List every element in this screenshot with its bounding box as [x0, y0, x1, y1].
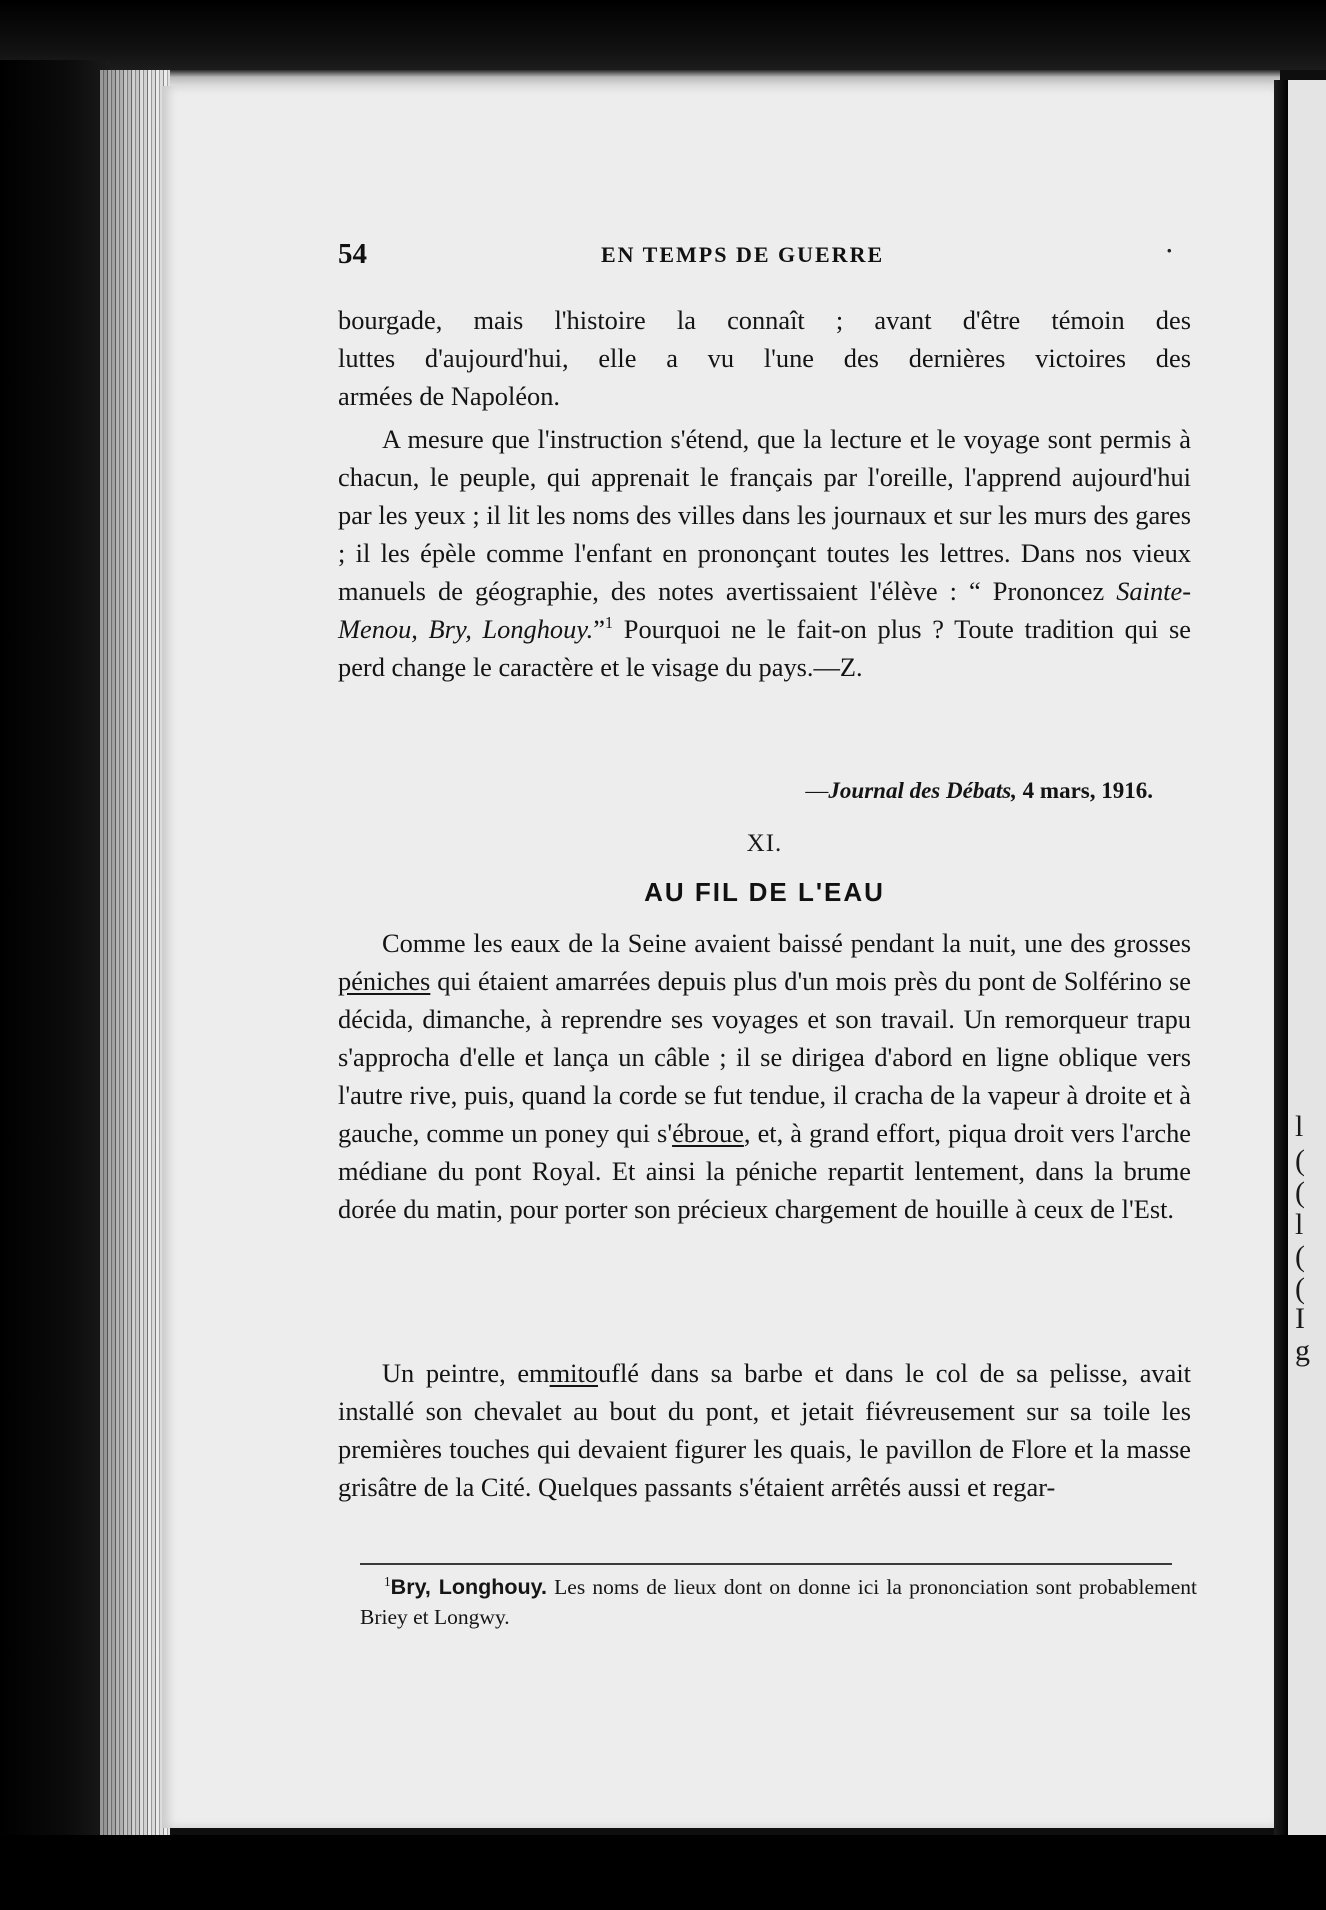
underlined-word: péniches — [338, 966, 431, 996]
page-number: 54 — [338, 238, 367, 270]
paragraph-text: Un peintre, em — [382, 1358, 550, 1388]
source-citation — [338, 776, 1153, 806]
footnote-marker: 1 — [384, 1573, 391, 1589]
page-edges-stack — [100, 70, 170, 1840]
paragraph-line: bourgade, mais l'histoire la connaît ; avant d'être témoin des — [338, 305, 1191, 335]
paragraph-line: luttes d'aujourd'hui, elle a vu l'une des dernières victoires des — [338, 343, 1191, 373]
facing-page-fragment: ( — [1295, 1144, 1305, 1177]
paragraph-text: uflé dans sa barbe et dans le col de sa pelisse, avait installé son chevalet au bout du pont, et jetait fiévreusement sur sa toile les premières touches qui devaient figurer les quais, le pavillon de Flore et la masse grisâtre de la Cité. Quelques passants s'étaient arrêtés aussi et regar- — [338, 1358, 1191, 1502]
paragraph-text: , et, à grand effort, piqua droit vers l'arche médiane du pont Royal. Et ainsi la péniche repartit lentement, dans la brume dorée du matin, pour porter son précieux chargement de houille à ceux de l'Est. — [338, 1118, 1192, 1224]
facing-page-fragment: ( — [1295, 1176, 1305, 1209]
facing-page-fragment: l — [1295, 1208, 1304, 1241]
header-mark: · — [1165, 238, 1173, 263]
underlined-word: mito — [549, 1358, 598, 1388]
facing-page-edge — [1288, 80, 1326, 1840]
facing-page-fragment: I — [1295, 1302, 1305, 1335]
closing-quote: ” — [593, 614, 605, 644]
scan-border-top — [0, 0, 1326, 70]
book-gutter — [1274, 80, 1288, 1840]
footnote — [360, 1572, 1197, 1632]
paragraph-text: Pourquoi ne le fait-on plus ? Toute tradition qui se perd change le caractère et le visage du pays.—Z. — [338, 614, 1191, 682]
section-number: XI. — [746, 830, 783, 857]
paragraph-continued — [338, 301, 1191, 415]
paragraph-text: qui étaient amarrées depuis plus d'un mois près du pont de Solférino se décida, dimanche, à reprendre ses voyages et son travail. Un remorqueur trapu s'approcha d'elle et lança un câble ; il se dirigea d'abord en ligne oblique vers l'autre rive, puis, quand la corde se fut tendue, il cracha de la vapeur à droite et à gauche, comme un poney qui s' — [338, 966, 1191, 1148]
scan-border-bottom — [0, 1835, 1326, 1910]
paragraph-instruction — [338, 420, 1191, 686]
underlined-word: ébroue — [672, 1118, 744, 1148]
facing-page-fragment: ( — [1295, 1272, 1305, 1305]
footnote-term: Bry, Longhouy. — [390, 1575, 547, 1599]
footnote-ref: 1 — [604, 613, 614, 633]
facing-page-fragment: l — [1295, 1110, 1304, 1143]
paragraph-text: Comme les eaux de la Seine avaient baissé pendant la nuit, une des grosses — [382, 928, 1191, 958]
citation-dash: — — [805, 778, 829, 803]
facing-page-fragment: ( — [1295, 1240, 1305, 1273]
footnote-text: Les noms de lieux dont on donne ici la prononciation sont probablement Briey et Longwy. — [360, 1575, 1197, 1629]
facing-page-fragment: g — [1295, 1334, 1310, 1367]
citation-date: 4 mars, 1916. — [1016, 778, 1153, 803]
running-head: EN TEMPS DE GUERRE — [601, 242, 885, 267]
section-title: AU FIL DE L'EAU — [644, 877, 885, 907]
paragraph-text: A mesure que l'instruction s'étend, que la lecture et le voyage sont permis à chacun, le peuple, qui apprenait le français par l'oreille, l'apprend aujourd'hui par les yeux ; il lit les noms des villes dans les journaux et sur les murs des gares ; il les épèle comme l'enfant en prononçant toutes les lettres. Dans nos vieux manuels de géographie, des notes avertissaient l'élève : “ Prononcez — [338, 424, 1191, 606]
paragraph-line: armées de Napoléon. — [338, 381, 561, 411]
journal-name: Journal des Débats, — [828, 778, 1017, 803]
paragraph-seine — [338, 924, 1191, 1228]
scan-border-left — [0, 60, 110, 1850]
footnote-rule — [360, 1563, 1172, 1565]
paragraph-painter — [338, 1354, 1191, 1506]
italic-place-names: Sainte-Menou, Bry, Longhouy. — [338, 576, 1191, 644]
page-header — [338, 238, 1191, 272]
